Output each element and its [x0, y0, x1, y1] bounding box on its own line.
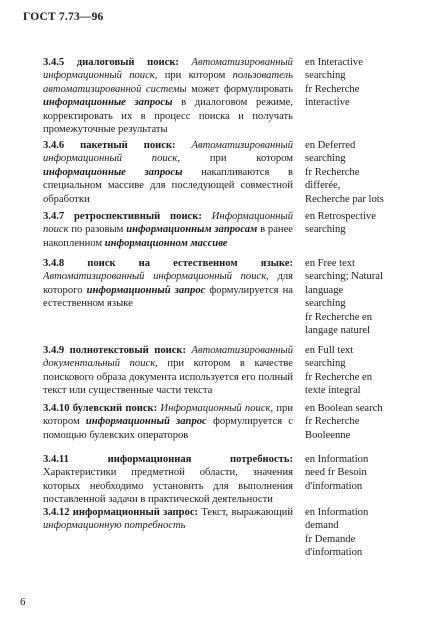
foreign-line: demand	[305, 520, 339, 532]
foreign-equivalents	[305, 402, 417, 442]
def-text: , для которого	[43, 271, 293, 296]
page-header: ГОСТ 7.73—96	[23, 11, 104, 23]
def-text: информационный запрос	[86, 284, 206, 296]
def-text: Характеристики предметной области, значения которых необходимо установить для выполнения поставленной задачи в практической деятельности	[43, 467, 293, 506]
foreign-line: Booleenne	[305, 429, 351, 441]
def-text: в диалоговом режиме, корректировать их в процесс поиска и получать промежуточные результаты	[43, 97, 293, 136]
def-text: , при котором	[177, 153, 293, 165]
foreign-line: en Deferred	[305, 140, 356, 151]
def-text: пользователь автоматизированной системы	[43, 70, 293, 95]
foreign-line: language	[305, 284, 344, 296]
foreign-line: differée,	[305, 180, 341, 192]
def-text: по разовым	[68, 224, 127, 236]
def-text: информационным запросам	[126, 224, 258, 236]
foreign-line: texte integral	[305, 385, 361, 397]
term-number: 3.4.11	[43, 454, 69, 465]
foreign-line: d'information	[305, 480, 363, 492]
term-name: диалоговый поиск:	[76, 57, 179, 68]
term-definition	[43, 402, 293, 442]
term-definition	[43, 210, 293, 250]
def-text: Текст, выражающий	[198, 507, 294, 518]
def-text: , при котором	[154, 70, 233, 82]
foreign-line: searching	[305, 358, 346, 370]
foreign-equivalents	[305, 506, 417, 560]
def-text	[202, 211, 212, 222]
term-definition	[43, 344, 293, 398]
def-text: Автоматизированный документальный поиск	[43, 345, 293, 370]
term-name: полнотекстовый поиск:	[69, 345, 187, 356]
term-number: 3.4.5	[43, 57, 65, 68]
foreign-line: en Information	[305, 454, 369, 465]
foreign-line: fr Recherche en	[305, 371, 373, 383]
term-definition	[43, 139, 293, 206]
foreign-equivalents	[305, 344, 417, 398]
def-text: информационные запросы	[43, 166, 183, 178]
foreign-line: searching	[305, 70, 346, 82]
def-text: информационную потребность	[43, 520, 186, 532]
page-number: 6	[20, 596, 26, 608]
term-name: поиск на естественном языке:	[87, 258, 293, 269]
foreign-line: searching	[305, 153, 346, 165]
def-text	[179, 57, 192, 68]
def-text: , при котором	[43, 403, 293, 428]
foreign-line: d'information	[305, 547, 363, 559]
term-definition	[43, 453, 293, 507]
term-number: 3.4.9	[43, 345, 65, 356]
foreign-equivalents	[305, 453, 417, 493]
foreign-line: searching	[305, 224, 346, 236]
term-definition	[43, 56, 293, 136]
foreign-equivalents	[305, 139, 417, 206]
term-name: пакетный поиск:	[80, 140, 176, 151]
foreign-line: en Full text	[305, 345, 354, 356]
def-text: информационный запрос	[85, 416, 207, 428]
def-text: информационные запросы	[43, 97, 173, 109]
term-name: булевский поиск:	[72, 403, 158, 414]
def-text: Информационный поиск	[160, 403, 271, 414]
term-definition	[43, 257, 293, 311]
term-number: 3.4.8	[43, 258, 65, 269]
foreign-line: en Boolean search	[305, 403, 383, 414]
foreign-line: en Information	[305, 507, 369, 518]
def-text: в ранее накопленном	[43, 224, 294, 249]
def-text	[176, 140, 192, 151]
foreign-line: searching	[305, 298, 346, 310]
def-text: Автоматизированный информационный поиск	[43, 140, 293, 165]
foreign-equivalents	[305, 257, 417, 337]
term-number: 3.4.6	[43, 140, 65, 151]
foreign-line: fr Recherche	[305, 416, 360, 428]
def-text: Автоматизированный информационный поиск	[43, 271, 267, 283]
term-number: 3.4.10	[43, 403, 70, 414]
def-text: формулируется на естественном языке	[43, 284, 293, 310]
foreign-line: fr Recherche	[305, 83, 360, 95]
foreign-line: need fr Besoin	[305, 467, 367, 479]
foreign-line: en Retrospective	[305, 211, 376, 222]
foreign-line: interactive	[305, 97, 350, 109]
term-name: информационный запрос:	[72, 507, 199, 518]
def-text: информационном массиве	[104, 237, 228, 249]
def-text: может формулировать	[186, 83, 293, 95]
foreign-equivalents	[305, 56, 417, 110]
term-definition	[43, 506, 293, 533]
foreign-line: langage naturel	[305, 325, 371, 337]
foreign-equivalents	[305, 210, 417, 237]
foreign-line: searching; Natural	[305, 271, 383, 283]
foreign-line: en Interactive	[305, 57, 363, 68]
foreign-line: fr Recherche	[305, 166, 360, 178]
def-text: накапливаются в специальном массиве для последующей совместной обработки	[43, 166, 293, 205]
foreign-line: fr Recherche en	[305, 311, 373, 323]
foreign-line: fr Demande	[305, 533, 356, 545]
term-number: 3.4.7	[43, 211, 65, 222]
def-text: , при котором в качестве поискового образа документа используется его полный текст или существенные части текста	[43, 358, 293, 397]
def-text: Автоматизированный информационный поиск	[43, 57, 293, 82]
foreign-line: en Free text	[305, 258, 356, 269]
term-number: 3.4.12	[43, 507, 70, 518]
def-text: Информационный поиск	[43, 211, 293, 236]
foreign-line: Recherche par lots	[305, 193, 384, 205]
term-name: информационная потребность:	[107, 454, 293, 465]
term-name: ретроспективный поиск:	[74, 211, 202, 222]
def-text: формулируется с помощью булевских операторов	[43, 416, 294, 441]
